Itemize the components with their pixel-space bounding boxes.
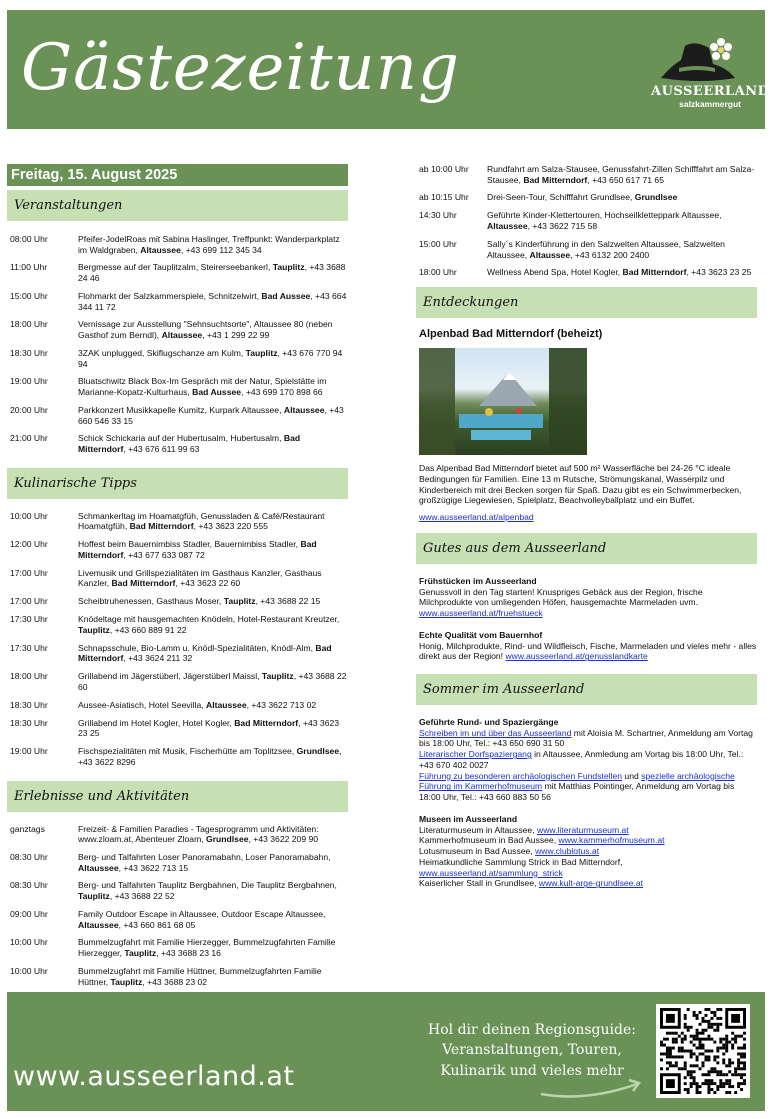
event-time: 19:00 Uhr <box>10 376 48 387</box>
event-description <box>78 511 348 532</box>
event-description <box>78 614 348 635</box>
event-time: 11:00 Uhr <box>10 262 48 273</box>
event-description <box>487 210 757 231</box>
event-row <box>7 966 348 987</box>
event-time: 08:00 Uhr <box>10 234 48 244</box>
event-description <box>487 164 757 185</box>
dorfspaziergang-text: in Altaussee, Anmledung am Vortag bis 18:00 Uhr, Tel.: +43 670 402 0027 <box>419 749 744 770</box>
museum-4-text: Heimatkundliche Sammlung Strick in Bad Mitterndorf, <box>419 856 623 867</box>
dorfspaziergang-link[interactable]: Literarischer Dorfspaziergang <box>419 749 532 760</box>
hat-edelweiss-icon <box>651 38 743 88</box>
event-row <box>416 210 757 231</box>
event-row <box>7 852 348 873</box>
museum-2-text: Kammerhofmuseum in Bad Aussee, <box>419 835 559 846</box>
event-time: 17:30 Uhr <box>10 614 48 625</box>
event-phone: , +43 6132 200 2400 <box>570 249 650 260</box>
museum-2-link[interactable]: www.kammerhofmuseum.at <box>558 835 665 846</box>
event-row <box>7 596 348 607</box>
event-description <box>78 405 348 426</box>
guide-line-3: Kulinarik und vieles mehr <box>440 1062 624 1079</box>
event-place: Bad Mitterndorf <box>622 267 687 278</box>
event-place: Bad Mitterndorf <box>523 174 588 185</box>
event-row <box>7 614 348 635</box>
museum-1-text: Literaturmuseum in Altaussee, <box>419 824 537 835</box>
event-time: 15:00 Uhr <box>10 290 48 301</box>
event-phone: , +43 660 546 33 15 <box>78 404 344 426</box>
alpenbad-picture <box>419 348 587 455</box>
event-row <box>7 568 348 589</box>
event-text: Bergmesse auf der Tauplitzalm, Steirerseebankerl, <box>78 262 273 273</box>
event-phone: , +43 3622 715 58 <box>527 221 598 232</box>
event-text: Grillabend im Hotel Kogler, Hotel Kogler, <box>78 717 235 728</box>
event-description <box>78 824 348 845</box>
museum-5-link[interactable]: www.kult-arge-grundlsee.at <box>538 878 644 889</box>
alpenbad-link[interactable]: www.ausseerland.at/alpenbad <box>419 512 534 523</box>
event-phone: , +43 3688 22 60 <box>78 671 347 692</box>
fundstellen-link[interactable]: Führung zu besonderen archäologischen Fundstellen <box>419 770 623 781</box>
alpenbad-photo <box>419 348 587 455</box>
page-title: Gästezeitung <box>21 31 460 105</box>
event-row <box>7 937 348 958</box>
event-text: Aussee-Asiatisch, Hotel Seevilla, <box>78 699 207 710</box>
event-phone: , +43 664 344 11 72 <box>78 290 347 312</box>
event-text: Knödeltage mit hausgemachten Knödeln, Hotel-Restaurant Kreutzer, <box>78 614 340 625</box>
event-description <box>78 909 348 930</box>
event-time: 21:00 Uhr <box>10 433 48 444</box>
event-place: Bad Aussee <box>261 290 311 301</box>
event-row <box>7 746 348 767</box>
event-text: Wellness Abend Spa, Hotel Kogler, <box>487 267 623 278</box>
event-phone: , +43 650 617 71 65 <box>587 174 664 185</box>
entdeckung-title: Alpenbad Bad Mitterndorf (beheizt) <box>419 328 603 341</box>
event-text: Drei-Seen-Tour, Schifffahrt Grundlsee, <box>487 192 635 203</box>
event-text: Freizeit- & Familien Paradies - Tagesprogramm und Aktivitäten: www.zloam.at, Abenteuer Zloam, <box>78 823 319 845</box>
event-description <box>78 234 348 255</box>
event-row <box>7 319 348 340</box>
qr-code-icon[interactable] <box>656 1004 750 1098</box>
event-description <box>78 291 348 312</box>
event-phone: , +43 3622 209 90 <box>248 834 319 845</box>
guide-line-1: Hol dir deinen Regionsguide: <box>428 1022 636 1038</box>
event-place: Altaussee <box>487 221 528 232</box>
event-phone: , +43 1 299 22 99 <box>202 330 270 341</box>
event-description <box>78 596 348 607</box>
list-kulinarisch <box>7 499 348 768</box>
event-text: Family Outdoor Escape in Altaussee, Outdoor Escape Altaussee, <box>78 908 326 919</box>
event-phone: , +43 660 861 68 05 <box>118 919 196 930</box>
event-text: Scheibtruhenessen, Gasthaus Moser, <box>78 596 224 607</box>
event-description <box>78 671 348 692</box>
event-place: Tauplitz <box>78 624 110 635</box>
event-place: Tauplitz <box>272 262 305 273</box>
genusslandkarte-link[interactable]: www.ausseerland.at/genusslandkarte <box>505 651 648 662</box>
event-text: Parkkonzert Musikkapelle Kumitz, Kurpark Altaussee, <box>78 404 284 415</box>
event-description <box>78 700 348 711</box>
event-row <box>7 433 348 454</box>
kammerhof-fuehrung-link[interactable]: spezielle archäologische Führung im Kammerhofmuseum <box>419 770 735 792</box>
schreiben-text: mit Aloisia M. Schartner, Anmeldung am Vortag bis 18:00 Uhr, Tel.: +43 650 690 31 50 <box>419 727 753 749</box>
event-row <box>416 267 757 278</box>
event-text: Schmankerltag im Hoamatgfüh, Genussladen & Café/Restaurant Hoamatgfüh, <box>78 510 325 532</box>
event-phone: , +43 3622 713 02 <box>246 699 317 710</box>
event-place: Altaussee <box>283 404 325 415</box>
event-phone: , +43 3622 8296 <box>78 746 342 767</box>
event-text: Sally´s Kinderführung in den Salzwelten Altaussee, Salzwelten Altaussee, <box>487 238 725 260</box>
footer-url[interactable]: www.ausseerland.at <box>13 1061 295 1092</box>
event-description <box>78 348 348 369</box>
museum-5-text: Kaiserlicher Stall in Grundlsee, <box>419 878 539 889</box>
list-veranstaltungen <box>7 221 348 455</box>
bauernhof-text: Honig, Milchprodukte, Rind- und Wildfleisch, Fische, Marmeladen und vieles mehr - alles direkt aus der Region! <box>419 640 757 662</box>
event-row <box>7 643 348 664</box>
event-phone: , +43 676 770 94 94 <box>78 347 343 369</box>
event-time: 10:00 Uhr <box>10 965 48 976</box>
guide-line-2: Veranstaltungen, Touren, <box>442 1042 622 1059</box>
event-place: Bad Mitterndorf <box>129 521 194 532</box>
event-row <box>7 718 348 739</box>
section-erlebnisse: Erlebnisse und Aktivitäten <box>7 781 348 812</box>
event-description <box>78 966 348 987</box>
event-text: Berg- und Talfahrten Tauplitz Bergbahnen, Die Tauplitz Bergbahnen, <box>78 880 337 891</box>
event-text: Schick Schickaria auf der Hubertusalm, Hubertusalm, <box>78 433 284 444</box>
section-gutes: Gutes aus dem Ausseerland <box>416 533 757 564</box>
event-description <box>78 539 348 560</box>
event-place: Bad Mitterndorf <box>78 433 301 455</box>
event-place: Grundlsee <box>634 192 678 203</box>
event-time: 18:00 Uhr <box>419 267 457 278</box>
left-column <box>7 164 348 994</box>
event-place: Tauplitz <box>78 891 110 902</box>
event-time: 08:30 Uhr <box>10 880 48 891</box>
event-description <box>78 568 348 589</box>
event-row <box>7 880 348 901</box>
event-time: 19:00 Uhr <box>10 746 48 757</box>
fundstellen-und: und <box>622 770 642 781</box>
event-text: Rundfahrt am Salza-Stausee, Genussfahrt-Zillen Schifffahrt am Salza-Stausee, <box>487 164 755 185</box>
event-phone: , +43 3688 24 46 <box>78 262 346 284</box>
event-description <box>78 643 348 664</box>
section-veranstaltungen: Veranstaltungen <box>7 190 348 221</box>
event-phone: , +43 3623 23 25 <box>78 717 340 739</box>
ausseerland-logo <box>651 38 770 110</box>
section-entdeckungen: Entdeckungen <box>416 287 757 318</box>
museum-3-text: Lotusmuseum in Bad Aussee, <box>419 846 536 857</box>
arrow-icon <box>537 1076 647 1100</box>
section-sommer: Sommer im Ausseerland <box>416 674 757 705</box>
logo-brand: AUSSEERLAND <box>651 84 770 99</box>
event-time: ab 10:00 Uhr <box>419 164 469 174</box>
museum-3-link[interactable]: www.clublotus.at <box>535 846 600 857</box>
spaziergaenge-title: Geführte Rund- und Spaziergänge <box>419 716 559 727</box>
qr-code-pattern <box>660 1008 746 1094</box>
event-description <box>487 267 757 278</box>
event-text: Livemusik und Grillspezialitäten im Gasthaus Kanzler, Gasthaus Kanzler, <box>78 567 322 589</box>
event-time: 18:30 Uhr <box>10 347 48 358</box>
event-description <box>78 880 348 901</box>
event-phone: , +43 3624 211 32 <box>123 653 193 664</box>
fruehstueck-title: Frühstücken im Ausseerland <box>419 575 537 586</box>
event-time: 18:00 Uhr <box>10 671 48 682</box>
event-phone: , +43 699 112 345 34 <box>180 244 262 255</box>
list-erlebnisse <box>7 812 348 988</box>
event-description <box>78 718 348 739</box>
event-place: Altaussee <box>78 919 119 930</box>
event-text: Hoffest beim Bauernimbiss Stadler, Bauernimbiss Stadler, <box>78 539 301 550</box>
event-text: Vernissage zur Ausstellung "Sehnsuchtsorte", Altaussee 80 (neben Gasthof zum Berndl), <box>78 319 333 341</box>
event-time: 14:30 Uhr <box>419 210 457 221</box>
footer-banner <box>7 992 765 1111</box>
event-place: Tauplitz <box>245 347 278 358</box>
event-row <box>416 192 757 203</box>
event-description <box>78 433 348 454</box>
right-column <box>416 160 757 889</box>
event-time: 08:30 Uhr <box>10 851 48 862</box>
event-row <box>7 348 348 369</box>
event-phone: , +43 3623 220 555 <box>193 521 268 532</box>
section-kulinarisch: Kulinarische Tipps <box>7 468 348 499</box>
event-row <box>7 824 348 845</box>
event-phone: , +43 3623 22 60 <box>175 578 241 589</box>
event-time: 18:00 Uhr <box>10 319 48 330</box>
event-time: ganztags <box>10 823 45 834</box>
event-time: 12:00 Uhr <box>10 539 48 550</box>
event-row <box>7 539 348 560</box>
event-place: Bad Mitterndorf <box>111 578 176 589</box>
event-description <box>78 376 348 397</box>
event-description <box>78 746 348 767</box>
event-text: Berg- und Talfahrten Loser Panoramabahn, Loser Panoramabahn, <box>78 851 331 862</box>
event-place: Bad Mitterndorf <box>78 539 317 560</box>
event-description <box>487 239 757 260</box>
fundstellen-text: mit Matthias Pointinger, Anmeldung am Vortag bis 18:00 Uhr, Tel.: +43 660 883 50 56 <box>419 781 735 803</box>
event-row <box>416 239 757 260</box>
event-text: Schnapsschule, Bio-Lamm u. Knödl-Spezialitäten, Knödl-Alm, <box>78 642 316 653</box>
event-text: Fischspezialitäten mit Musik, Fischerhütte am Toplitzsee, <box>78 746 297 757</box>
event-place: Tauplitz <box>223 596 256 607</box>
event-place: Altaussee <box>78 862 119 873</box>
museum-4-link[interactable]: www.ausseerland.at/sammlung_strick <box>419 867 563 878</box>
event-time: 17:00 Uhr <box>10 596 48 607</box>
event-time: 15:00 Uhr <box>419 238 457 249</box>
event-row <box>7 405 348 426</box>
list-erlebnisse-cont <box>416 160 757 278</box>
event-time: 18:30 Uhr <box>10 699 48 710</box>
event-time: 17:30 Uhr <box>10 642 48 653</box>
event-description <box>78 262 348 283</box>
event-time: 17:00 Uhr <box>10 567 48 578</box>
event-text: Bummelzugfahrt mit Familie Hüttner, Bummelzugfahrten Familie Hüttner, <box>78 965 322 987</box>
schreiben-link[interactable]: Schreiben im und über das Ausseerland <box>419 727 572 738</box>
event-phone: , +43 699 170 898 66 <box>241 387 323 398</box>
bauernhof-title: Echte Qualität vom Bauernhof <box>419 629 543 640</box>
event-place: Grundlsee <box>296 746 340 757</box>
event-phone: , +43 660 889 91 22 <box>109 624 187 635</box>
event-time: 18:30 Uhr <box>10 717 48 728</box>
event-phone: , +43 676 611 99 63 <box>123 444 200 455</box>
event-phone: , +43 3688 22 15 <box>255 596 321 607</box>
event-place: Bad Mitterndorf <box>78 642 332 664</box>
event-row <box>7 262 348 283</box>
event-time: 10:00 Uhr <box>10 937 48 948</box>
event-phone: , +43 677 633 087 72 <box>123 549 205 560</box>
event-place: Tauplitz <box>261 671 294 682</box>
event-place: Altaussee <box>529 249 571 260</box>
event-description <box>487 192 757 203</box>
event-place: Altaussee <box>206 699 247 710</box>
museen-title: Museen im Ausseerland <box>419 813 518 824</box>
event-row <box>7 511 348 532</box>
fruehstueck-link[interactable]: www.ausseerland.at/fruehstueck <box>419 608 543 619</box>
event-text: Grillabend im Jägerstüberl, Jägerstüberl Maissl, <box>78 671 262 682</box>
event-row <box>7 234 348 255</box>
event-row <box>416 164 757 185</box>
event-time: 10:00 Uhr <box>10 510 48 521</box>
event-row <box>7 376 348 397</box>
museum-1-link[interactable]: www.literaturmuseum.at <box>536 824 629 835</box>
event-text: 3ZAK unplugged, Skiflugschanze am Kulm, <box>78 347 246 358</box>
event-row <box>7 700 348 711</box>
event-text: Geführte Kinder-Klettertouren, Hochseilklettерpark Altaussee, <box>487 210 722 221</box>
event-time: ab 10:15 Uhr <box>419 192 469 203</box>
event-time: 20:00 Uhr <box>10 404 48 415</box>
event-text: Flohmarkt der Salzkammerspiele, Schnitzelwirt, <box>78 290 262 301</box>
event-text: Pfeifer-JodelRoas mit Sabina Haslinger, Treffpunkt: Wanderparkplatz im Waldgraben, <box>78 234 340 255</box>
event-place: Grundlsee <box>206 834 249 845</box>
event-description <box>78 852 348 873</box>
event-place: Tauplitz <box>110 976 143 987</box>
event-place: Altaussee <box>161 330 203 341</box>
event-phone: , +43 3623 23 25 <box>686 267 752 278</box>
logo-sub: salzkammergut <box>679 99 741 109</box>
event-text: Bummelzugfahrt mit Familie Hierzegger, Bummelzugfahrten Familie Hierzegger, <box>78 937 336 959</box>
date-bar: Freitag, 15. August 2025 <box>7 164 348 186</box>
entdeckung-text: Das Alpenbad Bad Mitterndorf bietet auf 500 m² Wasserfläche bei 24-26 °C ideale Bedingungen für Familien. Eine 13 m Rutsche, Strömungskanal, Wasserpilz und Kinderbereich mit drei Becken sorgen für Spaß. Dazu gibt es ein Schwimmerbecken, großzügige Liegewiesen, Spielplatz, Beachvolleyballplatz und ein Buffet. <box>419 463 742 506</box>
event-row <box>7 671 348 692</box>
regionsguide-text <box>417 1020 647 1081</box>
event-phone: , +43 3688 23 16 <box>156 948 221 959</box>
fruehstueck-text: Genussvoll in den Tag starten! Knuspriges Gebäck aus der Region, frische Milchprodukte von umliegenden Höfen, hausgemachte Marmeladen uvm. <box>419 586 703 608</box>
event-place: Bad Aussee <box>192 387 242 398</box>
event-text: Bluatschwitz Black Box-Im Gespräch mit der Natur, Spielstätte im Marianne-Kopatz-Kulturhaus, <box>78 376 327 398</box>
event-time: 09:00 Uhr <box>10 908 48 919</box>
event-place: Bad Mitterndorf <box>234 717 299 728</box>
event-row <box>7 291 348 312</box>
event-phone: , +43 3688 22 52 <box>109 891 175 902</box>
event-description <box>78 937 348 958</box>
event-row <box>7 909 348 930</box>
event-description <box>78 319 348 340</box>
event-phone: , +43 3622 713 15 <box>118 862 189 873</box>
event-place: Tauplitz <box>124 948 157 959</box>
header-banner <box>7 10 770 129</box>
event-phone: , +43 3688 23 02 <box>142 976 208 987</box>
event-place: Altaussee <box>140 244 181 255</box>
